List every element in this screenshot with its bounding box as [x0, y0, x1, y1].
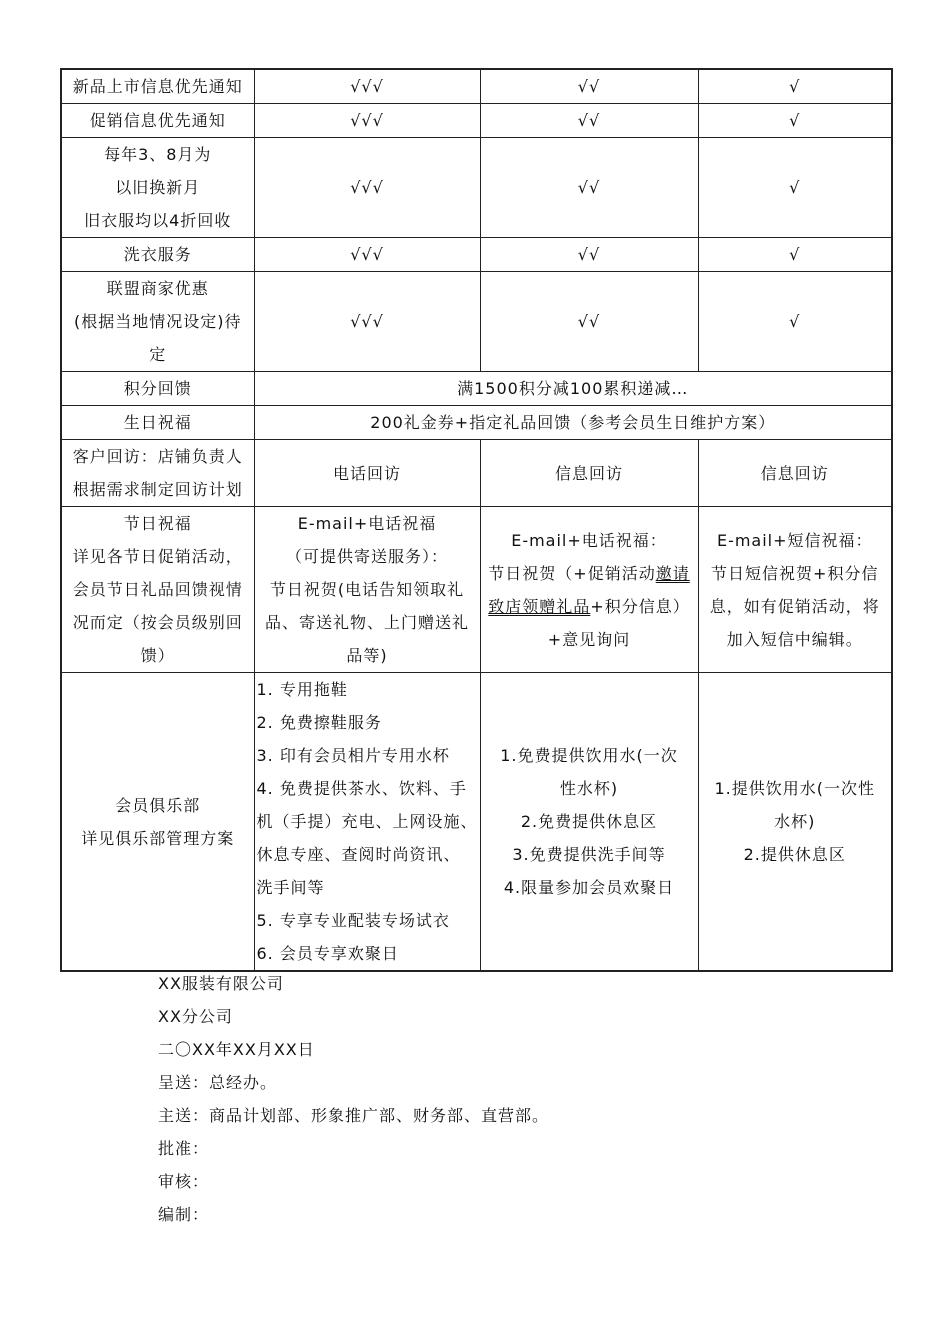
list-item: 水杯) [774, 812, 816, 831]
cell-line: 息，如有促销活动，将 [709, 596, 880, 616]
label-line: 详见俱乐部管理方案 [81, 828, 235, 848]
list-item: 机（手提）充电、上网设施、 [256, 812, 478, 831]
holiday-cell [698, 507, 892, 673]
branch-name: XX分公司 [158, 1007, 233, 1026]
table-row [61, 507, 892, 673]
cell-line [483, 590, 696, 623]
check-cell: √√ [480, 238, 698, 272]
company-name: XX服装有限公司 [158, 974, 284, 993]
row-label [61, 673, 254, 972]
list-item: 洗手间等 [256, 878, 325, 897]
table-row [61, 372, 892, 406]
check-cell: √ [698, 104, 892, 138]
document-footer [158, 967, 549, 1231]
label-line: 馈） [140, 646, 175, 665]
table-row [61, 104, 892, 138]
cell-line: 加入短信中编辑。 [726, 629, 863, 649]
row-label: 积分回馈 [61, 372, 254, 406]
label-line: (根据当地情况设定)待 [74, 312, 242, 331]
approve-line: 批准： [158, 1139, 210, 1158]
points-value: 满1500积分减100累积递减… [254, 372, 892, 406]
row-label [61, 272, 254, 372]
review-line: 审核： [158, 1172, 210, 1191]
list-item: 2.提供休息区 [743, 845, 846, 864]
table-row [61, 238, 892, 272]
label-line: 以旧换新月 [115, 178, 201, 197]
cell-line: 品等) [346, 646, 388, 665]
table-row [61, 272, 892, 372]
cell-line: +意见询问 [547, 629, 631, 649]
row-label: 新品上市信息优先通知 [61, 69, 254, 104]
member-benefits-table [60, 68, 893, 972]
row-label: 洗衣服务 [61, 238, 254, 272]
list-item: 1. 专用拖鞋 [256, 680, 348, 699]
list-item: 2. 免费擦鞋服务 [256, 713, 382, 732]
list-item: 6. 会员专享欢聚日 [256, 944, 399, 963]
row-label [61, 507, 254, 673]
submit-to: 呈送：总经办。 [158, 1073, 278, 1092]
table-row [61, 69, 892, 104]
cell-line: E-mail+电话祝福： [511, 530, 667, 550]
list-item: 4. 免费提供茶水、饮料、手 [256, 779, 467, 798]
cell-line: E-mail+短信祝福： [716, 530, 873, 550]
cell-line: 节日短信祝贺+积分信 [711, 563, 879, 583]
label-line: 客户回访：店铺负责人 [72, 447, 243, 466]
list-item: 3.免费提供洗手间等 [512, 845, 666, 864]
check-cell: √√√ [254, 104, 480, 138]
list-item: 1.提供饮用水(一次性 [714, 779, 875, 798]
table-row [61, 406, 892, 440]
label-line: 根据需求制定回访计划 [72, 480, 243, 499]
check-cell: √√√ [254, 138, 480, 238]
list-item: 5. 专享专业配装专场试衣 [256, 911, 450, 930]
label-line: 旧衣服均以4折回收 [84, 211, 232, 230]
club-gold-cell [254, 673, 480, 972]
check-cell: √√ [480, 138, 698, 238]
check-cell: √√ [480, 104, 698, 138]
check-cell: √√√ [254, 272, 480, 372]
label-line: 会员俱乐部 [115, 795, 201, 815]
cell-line: E-mail+电话祝福 [297, 514, 437, 533]
check-cell: √√√ [254, 238, 480, 272]
list-item: 2.免费提供休息区 [520, 812, 658, 831]
underlined-text: 致店领赠礼品 [488, 596, 591, 616]
check-cell: √√ [480, 69, 698, 104]
cell-text: +积分信息） [590, 596, 690, 616]
list-item: 3. 印有会员相片专用水杯 [256, 746, 450, 765]
cell-line: 品、寄送礼物、上门赠送礼 [264, 613, 469, 632]
holiday-cell [254, 507, 480, 673]
list-item: 性水杯) [559, 779, 619, 798]
check-cell: √√√ [254, 69, 480, 104]
list-item: 4.限量参加会员欢聚日 [503, 878, 675, 897]
row-label [61, 440, 254, 507]
label-line: 联盟商家优惠 [106, 279, 209, 298]
check-cell: √ [698, 272, 892, 372]
main-recipients: 主送：商品计划部、形象推广部、财务部、直营部。 [158, 1106, 550, 1125]
document-date: 二〇XX年XX月XX日 [158, 1040, 315, 1059]
list-item: 休息专座、查阅时尚资讯、 [256, 845, 461, 864]
prepare-line: 编制： [158, 1205, 210, 1224]
holiday-cell [480, 507, 698, 673]
label-line: 会员节日礼品回馈视情 [72, 580, 243, 599]
club-silver-cell [480, 673, 698, 972]
cell-line [483, 557, 696, 590]
label-line: 详见各节日促销活动， [72, 547, 243, 566]
cell-line: （可提供寄送服务）： [285, 547, 448, 566]
label-line: 每年3、8月为 [104, 145, 212, 164]
check-cell: √√ [480, 272, 698, 372]
row-label: 促销信息优先通知 [61, 104, 254, 138]
club-standard-cell [698, 673, 892, 972]
row-label: 生日祝福 [61, 406, 254, 440]
revisit-cell: 信息回访 [698, 440, 892, 507]
revisit-cell: 电话回访 [254, 440, 480, 507]
label-line: 节日祝福 [123, 514, 192, 533]
birthday-value: 200礼金券+指定礼品回馈（参考会员生日维护方案） [254, 406, 892, 440]
check-cell: √ [698, 138, 892, 238]
label-line: 况而定（按会员级别回 [72, 613, 243, 632]
revisit-cell: 信息回访 [480, 440, 698, 507]
list-item: 1.免费提供饮用水(一次 [500, 746, 678, 765]
table-row [61, 138, 892, 238]
underlined-text: 邀请 [655, 563, 690, 583]
cell-line: 节日祝贺(电话告知领取礼 [269, 580, 465, 599]
table-row [61, 440, 892, 507]
check-cell: √ [698, 238, 892, 272]
cell-text: 节日祝贺（+促销活动 [488, 563, 656, 583]
label-line: 定 [149, 345, 167, 364]
row-label [61, 138, 254, 238]
check-cell: √ [698, 69, 892, 104]
table-row [61, 673, 892, 972]
